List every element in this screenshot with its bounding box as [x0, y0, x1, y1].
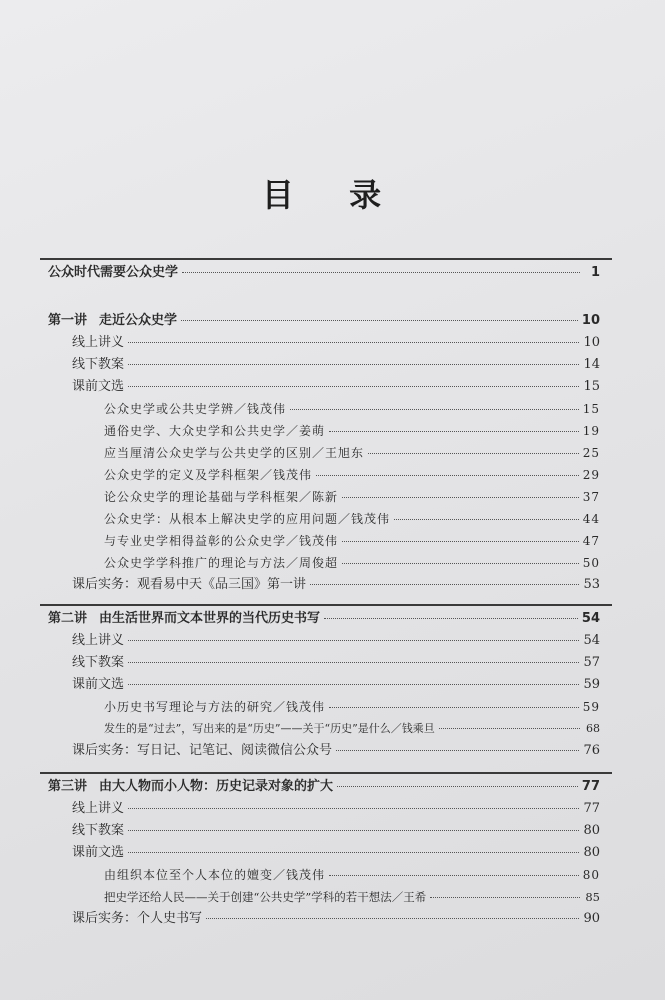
leader-dots — [206, 917, 579, 919]
entry-label: 把史学还给人民——关于创建“公共史学”学科的若干想法／王希 — [104, 890, 427, 904]
entry-label: 通俗史学、大众史学和公共史学／姜萌 — [104, 424, 326, 438]
toc-entry[interactable] — [104, 400, 600, 418]
toc-entry[interactable] — [72, 844, 600, 862]
entry-label: 公众史学：从根本上解决史学的应用问题／钱茂伟 — [104, 512, 391, 526]
entry-page: 77 — [583, 801, 600, 816]
entry-label: 论公众史学的理论基础与学科框架／陈新 — [104, 490, 339, 504]
entry-page: 57 — [583, 655, 600, 670]
entry-label: 线下教案 — [72, 357, 125, 372]
leader-dots — [329, 706, 579, 708]
entry-page: 10 — [583, 335, 600, 350]
leader-dots — [128, 851, 579, 853]
chapter-number: 第二讲 — [48, 611, 88, 626]
toc-chapter-1[interactable] — [48, 312, 600, 330]
toc-entry[interactable] — [72, 800, 600, 818]
entry-label: 发生的是“过去”，写出来的是“历史”——关于“历史”是什么／钱乘旦 — [104, 722, 435, 735]
entry-page: 54 — [583, 633, 600, 648]
leader-dots — [439, 727, 580, 729]
leader-dots — [342, 496, 579, 498]
entry-label: 课后实务：写日记、记笔记、阅读微信公众号 — [72, 743, 333, 758]
leader-dots — [342, 562, 579, 564]
entry-page: 53 — [583, 577, 600, 592]
entry-page: 77 — [581, 779, 600, 794]
leader-dots — [329, 874, 579, 876]
entry-label: 公众时代需要公众史学 — [48, 265, 179, 280]
entry-page: 59 — [583, 677, 600, 692]
top-rule — [40, 258, 612, 260]
entry-label: 公众史学学科推广的理论与方法／周俊超 — [104, 556, 339, 570]
entry-page: 19 — [582, 424, 600, 438]
leader-dots — [310, 583, 579, 585]
toc-chapter-2[interactable] — [48, 610, 600, 628]
entry-label: 课后实务：观看易中天《品三国》第一讲 — [72, 577, 307, 592]
leader-dots — [342, 540, 579, 542]
entry-label: 线下教案 — [72, 823, 125, 838]
entry-page: 76 — [583, 743, 600, 758]
entry-label: 应当厘清公众史学与公共史学的区别／王旭东 — [104, 446, 365, 460]
entry-label: 由大人物而小人物：历史记录对象的扩大 — [99, 779, 334, 794]
entry-page: 25 — [582, 446, 600, 460]
section-rule — [40, 772, 612, 774]
entry-page: 15 — [583, 379, 600, 394]
leader-dots — [128, 829, 579, 831]
leader-dots — [128, 385, 579, 387]
leader-dots — [430, 896, 580, 898]
toc-entry[interactable] — [72, 334, 600, 352]
toc-entry[interactable] — [104, 422, 600, 440]
section-rule — [40, 604, 612, 606]
entry-page: 1 — [590, 265, 600, 280]
leader-dots — [128, 639, 579, 641]
entry-page: 50 — [582, 556, 600, 570]
entry-page: 80 — [583, 823, 600, 838]
toc-entry[interactable] — [104, 720, 600, 738]
entry-page: 54 — [581, 611, 600, 626]
entry-page: 80 — [583, 845, 600, 860]
toc-entry[interactable] — [104, 532, 600, 550]
toc-entry[interactable] — [72, 632, 600, 650]
entry-page: 14 — [583, 357, 600, 372]
toc-entry[interactable] — [72, 910, 600, 928]
entry-page: 44 — [582, 512, 600, 526]
entry-page: 29 — [582, 468, 600, 482]
entry-page: 10 — [581, 313, 600, 328]
toc-entry[interactable] — [72, 742, 600, 760]
toc-entry[interactable] — [104, 488, 600, 506]
leader-dots — [128, 363, 579, 365]
leader-dots — [329, 430, 579, 432]
leader-dots — [181, 319, 578, 321]
leader-dots — [182, 271, 580, 273]
leader-dots — [336, 749, 579, 751]
leader-dots — [324, 617, 578, 619]
entry-label: 课前文选 — [72, 845, 125, 860]
entry-page: 90 — [583, 911, 600, 926]
entry-label: 公众史学的定义及学科框架／钱茂伟 — [104, 468, 313, 482]
entry-label: 线下教案 — [72, 655, 125, 670]
leader-dots — [128, 807, 579, 809]
entry-page: 47 — [582, 534, 600, 548]
entry-page: 59 — [582, 700, 600, 714]
leader-dots — [394, 518, 579, 520]
leader-dots — [337, 785, 578, 787]
entry-label: 与专业史学相得益彰的公众史学／钱茂伟 — [104, 534, 339, 548]
leader-dots — [128, 341, 579, 343]
entry-label: 走近公众史学 — [99, 313, 178, 328]
leader-dots — [316, 474, 579, 476]
entry-label: 课前文选 — [72, 379, 125, 394]
toc-entry[interactable] — [72, 576, 600, 594]
toc-entry[interactable] — [104, 510, 600, 528]
entry-label: 线上讲义 — [72, 633, 125, 648]
toc-entry-intro[interactable] — [48, 264, 600, 282]
leader-dots — [128, 683, 579, 685]
toc-entry[interactable] — [104, 444, 600, 462]
entry-page: 80 — [582, 868, 600, 882]
toc-entry[interactable] — [104, 466, 600, 484]
toc-entry[interactable] — [72, 676, 600, 694]
toc-entry[interactable] — [72, 822, 600, 840]
entry-label: 公众史学或公共史学辨／钱茂伟 — [104, 402, 287, 416]
toc-entry[interactable] — [104, 554, 600, 572]
toc-entry[interactable] — [72, 356, 600, 374]
leader-dots — [368, 452, 579, 454]
entry-label: 线上讲义 — [72, 801, 125, 816]
entry-page: 68 — [586, 722, 600, 735]
toc-entry[interactable] — [72, 378, 600, 396]
entry-label: 线上讲义 — [72, 335, 125, 350]
chapter-number: 第一讲 — [48, 313, 88, 328]
leader-dots — [128, 661, 579, 663]
entry-label: 由生活世界而文本世界的当代历史书写 — [99, 611, 321, 626]
entry-label: 课前文选 — [72, 677, 125, 692]
toc-entry[interactable] — [72, 654, 600, 672]
toc-entry[interactable] — [104, 866, 600, 884]
toc-entry[interactable] — [104, 888, 600, 906]
entry-label: 小历史书写理论与方法的研究／钱茂伟 — [104, 700, 326, 714]
entry-page: 15 — [582, 402, 600, 416]
leader-dots — [290, 408, 579, 410]
entry-page: 37 — [582, 490, 600, 504]
entry-label: 由组织本位至个人本位的嬗变／钱茂伟 — [104, 868, 326, 882]
chapter-number: 第三讲 — [48, 779, 88, 794]
toc-chapter-3[interactable] — [48, 778, 600, 796]
toc-entry[interactable] — [104, 698, 600, 716]
page-title: 目 录 — [261, 176, 404, 214]
entry-label: 课后实务：个人史书写 — [72, 911, 203, 926]
entry-page: 85 — [585, 890, 600, 904]
